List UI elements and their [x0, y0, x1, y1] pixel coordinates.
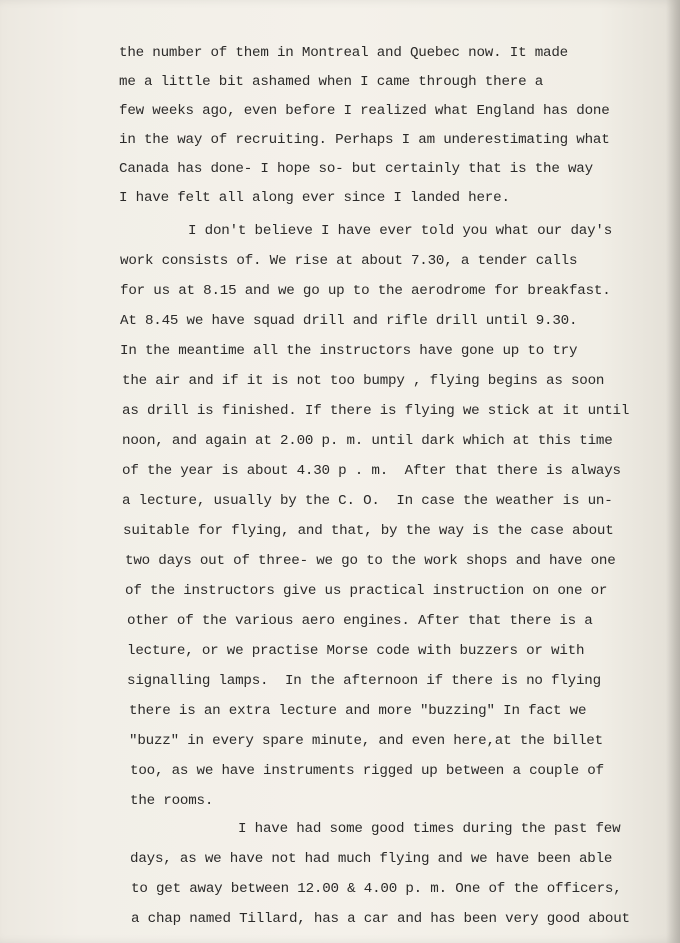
text-line: of the year is about 4.30 p . m. After that there is always [122, 463, 621, 479]
text-line: a lecture, usually by the C. O. In case the weather is un- [122, 493, 613, 509]
text-line: of the instructors give us practical instruction on one or [125, 583, 608, 599]
text-line: lecture, or we practise Morse code with buzzers or with [127, 643, 585, 659]
text-line: a chap named Tillard, has a car and has been very good about [131, 911, 630, 927]
text-line: few weeks ago, even before I realized what England has done [119, 103, 610, 119]
text-line: too, as we have instruments rigged up between a couple of [130, 763, 604, 779]
text-line: for us at 8.15 and we go up to the aerodrome for breakfast. [120, 283, 611, 299]
text-line: to get away between 12.00 & 4.00 p. m. One of the officers, [131, 881, 622, 897]
text-line: in the way of recruiting. Perhaps I am underestimating what [119, 132, 610, 148]
text-line: other of the various aero engines. After that there is a [127, 613, 593, 629]
text-line: days, as we have not had much flying and we have been able [130, 851, 613, 867]
text-line: the rooms. [130, 793, 214, 809]
text-line: work consists of. We rise at about 7.30, a tender calls [120, 253, 578, 269]
text-line: suitable for flying, and that, by the way is the case about [123, 523, 614, 539]
paragraph-start-line: I don't believe I have ever told you what our day's [188, 223, 613, 239]
text-line: me a little bit ashamed when I came through there a [119, 74, 544, 90]
text-line: the number of them in Montreal and Quebec now. It made [119, 45, 568, 61]
text-line: the air and if it is not too bumpy , flying begins as soon [122, 373, 605, 389]
text-line: noon, and again at 2.00 p. m. until dark which at this time [122, 433, 613, 449]
text-line: two days out of three- we go to the work shops and have one [125, 553, 616, 569]
text-line: I have felt all along ever since I landed here. [119, 190, 510, 206]
paragraph-start-line: I have had some good times during the past few [238, 821, 621, 837]
text-line: At 8.45 we have squad drill and rifle drill until 9.30. [120, 313, 578, 329]
page-edge-shadow [666, 0, 680, 943]
text-line: as drill is finished. If there is flying we stick at it until [122, 403, 630, 419]
text-line: In the meantime all the instructors have gone up to try [120, 343, 578, 359]
text-line: Canada has done- I hope so- but certainly that is the way [119, 161, 593, 177]
text-line: signalling lamps. In the afternoon if there is no flying [127, 673, 601, 689]
text-line: "buzz" in every spare minute, and even here,at the billet [129, 733, 603, 749]
text-line: there is an extra lecture and more "buzzing" In fact we [129, 703, 587, 719]
